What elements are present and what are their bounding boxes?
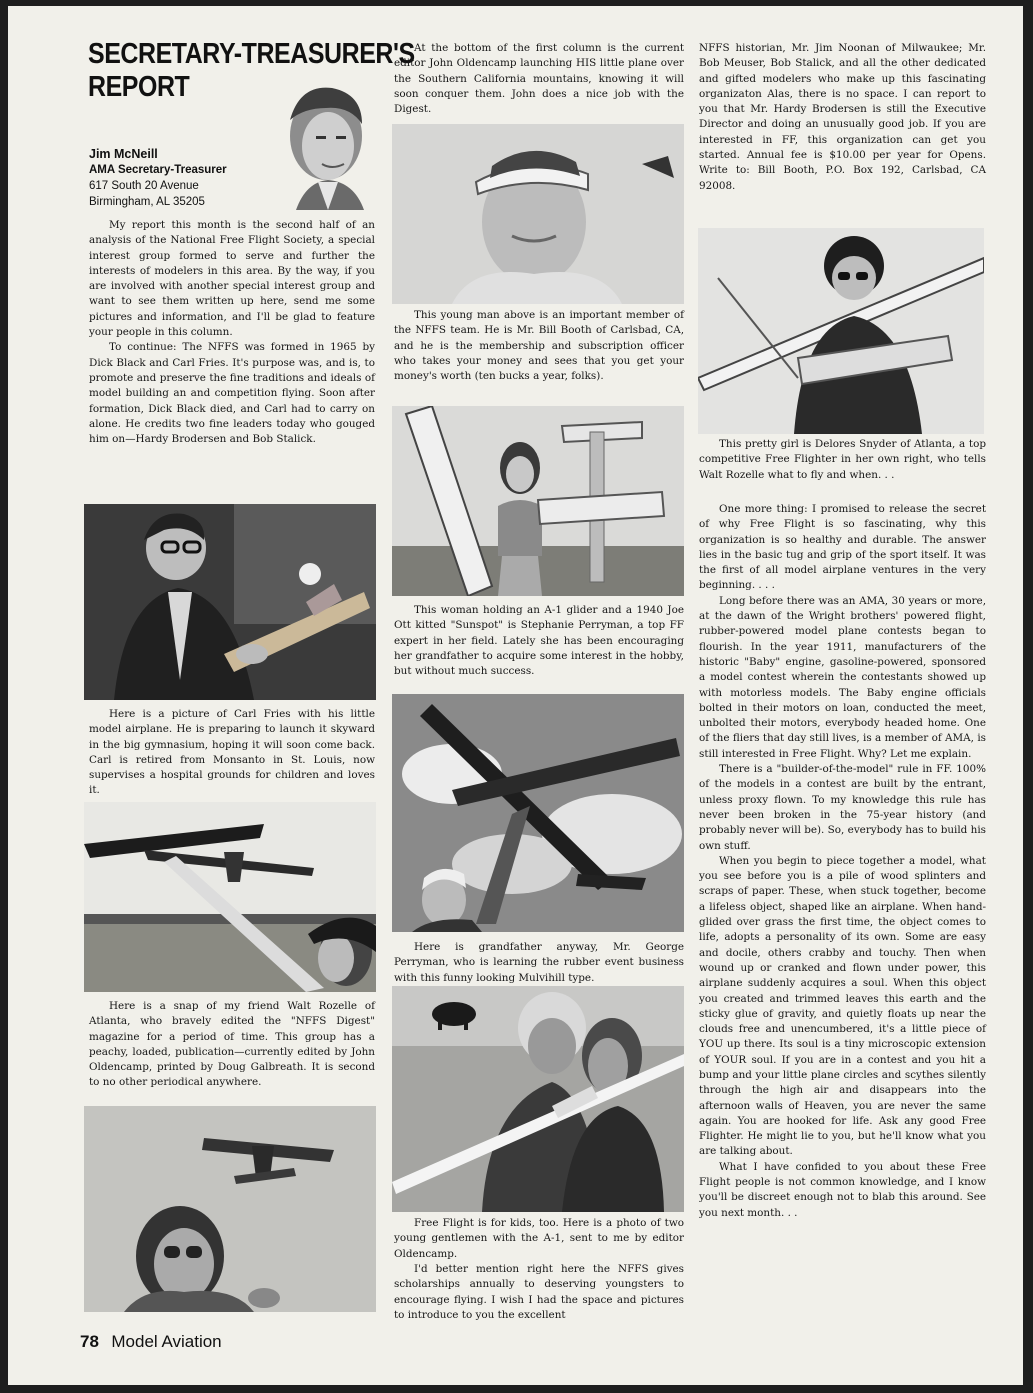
author-role: AMA Secretary-Treasurer bbox=[89, 164, 227, 176]
col1-body bbox=[89, 218, 375, 447]
col3-paragraph-5: What I have confided to you about these Free Flight people is not common knowledge, and I know you'll be discreet enough not to blab this around. See you next month. . . bbox=[699, 1160, 986, 1219]
caption-george-perryman: Here is grandfather anyway, Mr. George Perryman, who is learning the rubber event business with this funny looking Mulvihill type. bbox=[394, 941, 684, 984]
col3-body bbox=[699, 502, 986, 1221]
col2-intro: At the bottom of the first column is the current editor John Oldencamp launching HIS little plane over the Southern California mountains, knowing it will soon conquer them. John does a nice job with the Digest. bbox=[394, 42, 684, 116]
caption-walt-rozelle: Here is a snap of my friend Walt Rozelle of Atlanta, who bravely edited the "NFFS Digest" magazine for a period of time. This group has a peachy, loaded, publication—currently edited by John Oldencamp, printed by Doug Galbreath. It is second to no other periodical anywhere. bbox=[89, 1000, 375, 1089]
page-footer bbox=[80, 1332, 222, 1352]
photo-bill-booth bbox=[392, 124, 684, 304]
col1-intro-paragraph: My report this month is the second half of an analysis of the National Free Flight Society, a special interest group formed to serve and further the interests of modelers in this area. By the way, if you are involved with another special interest group and want to see them written up here, send me some pictures and information, and I'll be glad to feature your people in this column. bbox=[89, 219, 375, 339]
author-address-line2: Birmingham, AL 35205 bbox=[89, 196, 205, 208]
col3-paragraph-2: Long before there was an AMA, 30 years or more, at the dawn of the Wright brothers' powered flight, rubber-powered model plane contests began to flourish. In the year 1911, manufacturers of the historic "Baby" engine, gasoline-powered, sponsored a model contest wherein the contestants showed up with motorless models. The Baby engine officials bolted in their motors on loan, conducted the meet, unbolted their motors, everybody headed home. One of the fliers that day still lives, is a member of AMA, is still interested in Free Flight. Why? Let me explain. bbox=[699, 594, 986, 760]
caption-stephanie-perryman: This woman holding an A-1 glider and a 1940 Joe Ott kitted "Sunspot" is Stephanie Perryman, a top FF expert in her field. Lately she has been encouraging her grandfather to acquire some interest in the hobby, but without much success. bbox=[394, 604, 684, 678]
photo-george-perryman bbox=[392, 694, 684, 932]
caption-two-young-gentlemen: Free Flight is for kids, too. Here is a photo of two young gentlemen with the A-1, sent to me by editor Oldencamp. bbox=[394, 1217, 684, 1260]
photo-stephanie-perryman bbox=[392, 406, 684, 596]
author-address-line1: 617 South 20 Avenue bbox=[89, 180, 199, 192]
photo-carl-fries bbox=[84, 504, 376, 700]
author-portrait bbox=[270, 78, 370, 210]
title-line-1: SECRETARY-TREASURER'S bbox=[88, 38, 415, 70]
col3-intro: NFFS historian, Mr. Jim Noonan of Milwaukee; Mr. Bob Meuser, Bob Stalick, and all the other dedicated and gifted modelers who make up this fascinating organizaton Alas, there is no space. I can report to you that Mr. Hardy Brodersen is still the Executive Director and doing an unusually good job. If you are interested in FF, this organization can get you started. Annual fee is $10.00 per year for Opens. Write to: Bill Booth, P.O. Box 192, Carlsbad, CA 92008. bbox=[699, 42, 986, 192]
magazine-page bbox=[8, 6, 1023, 1385]
magazine-name: Model Aviation bbox=[111, 1332, 222, 1351]
author-name: Jim McNeill bbox=[89, 147, 158, 161]
col3-paragraph-4: When you begin to piece together a model, what you see before you is a pile of wood splinters and scraps of paper. These, when stuck together, become a lifeless object, shaped like an airplane. When hand-glided over grass the first time, the object comes to life, adopts a personality of its own. Some are easy and docile, others crabby and touchy. Then when wound up or cranked and flown under power, this airplane suddenly acquires a soul. When this object you created and trimmed leaves this earth and the sticky glue of gravity, and quietly floats up near the clouds free and unencumbered, it's a little piece of YOU up there. Its soul is a tiny microscopic extension of YOUR soul. If you are in a contest and you hit a bump and your little plane circles and scythes silently through the high air and disappears into the afternoon walls of Heaven, you are never the same again. You are hooked for life. Ask any good Free Flighter. He might lie to you, but he'll know what you are talking about. bbox=[699, 854, 986, 1158]
col1-paragraph-2: To continue: The NFFS was formed in 1965 by Dick Black and Carl Fries. It's purpose was, and is, to promote and preserve the fine traditions and ideals of model building an and competition flying. Soon after formation, Dick Black died, and Carl had to carry on alone. He credits two fine leaders today who gouged him on—Hardy Brodersen and Bob Stalick. bbox=[89, 341, 375, 446]
photo-delores-snyder bbox=[698, 228, 984, 434]
photo-two-young-gentlemen bbox=[392, 986, 684, 1212]
caption-carl-fries: Here is a picture of Carl Fries with his little model airplane. He is preparing to launch it skyward in the big gymnasium, hoping it will soon come back. Carl is retired from Monsanto in St. Louis, now supervises a hospital grounds for children and loves it. bbox=[89, 708, 375, 797]
caption-delores-snyder: This pretty girl is Delores Snyder of Atlanta, a top competitive Free Flighter in her own right, who tells Walt Rozelle what to fly and when. . . bbox=[699, 438, 986, 481]
caption-bill-booth: This young man above is an important member of the NFFS team. He is Mr. Bill Booth of Carlsbad, CA, and he is the membership and subscription officer who takes your money and sees that you get your money's worth (ten bucks a year, folks). bbox=[394, 309, 684, 383]
photo-john-oldencamp bbox=[84, 1106, 376, 1312]
col3-paragraph-1: One more thing: I promised to release the secret of why Free Flight is so fascinating, why this organization is so healthy and durable. The answer lies in the basic tug and grip of the sport itself. It was the first of all model airplane ventures in the very beginning. . . . bbox=[699, 503, 986, 592]
photo-walt-rozelle bbox=[84, 802, 376, 992]
title-line-2: REPORT bbox=[88, 71, 190, 103]
page-number: 78 bbox=[80, 1332, 99, 1351]
author-block bbox=[89, 146, 227, 210]
col3-paragraph-3: There is a "builder-of-the-model" rule in FF. 100% of the models in a contest are built by the entrant, unless proxy flown. To my knowledge this rule has never been broken in the 75-year history (and probably never will be). So, everybody has to build his own stuff. bbox=[699, 763, 986, 852]
col2-closing-paragraph: I'd better mention right here the NFFS gives scholarships annually to deserving youngsters to encourage flying. I wish I had the space and pictures to introduce to you the excellent bbox=[394, 1263, 684, 1321]
